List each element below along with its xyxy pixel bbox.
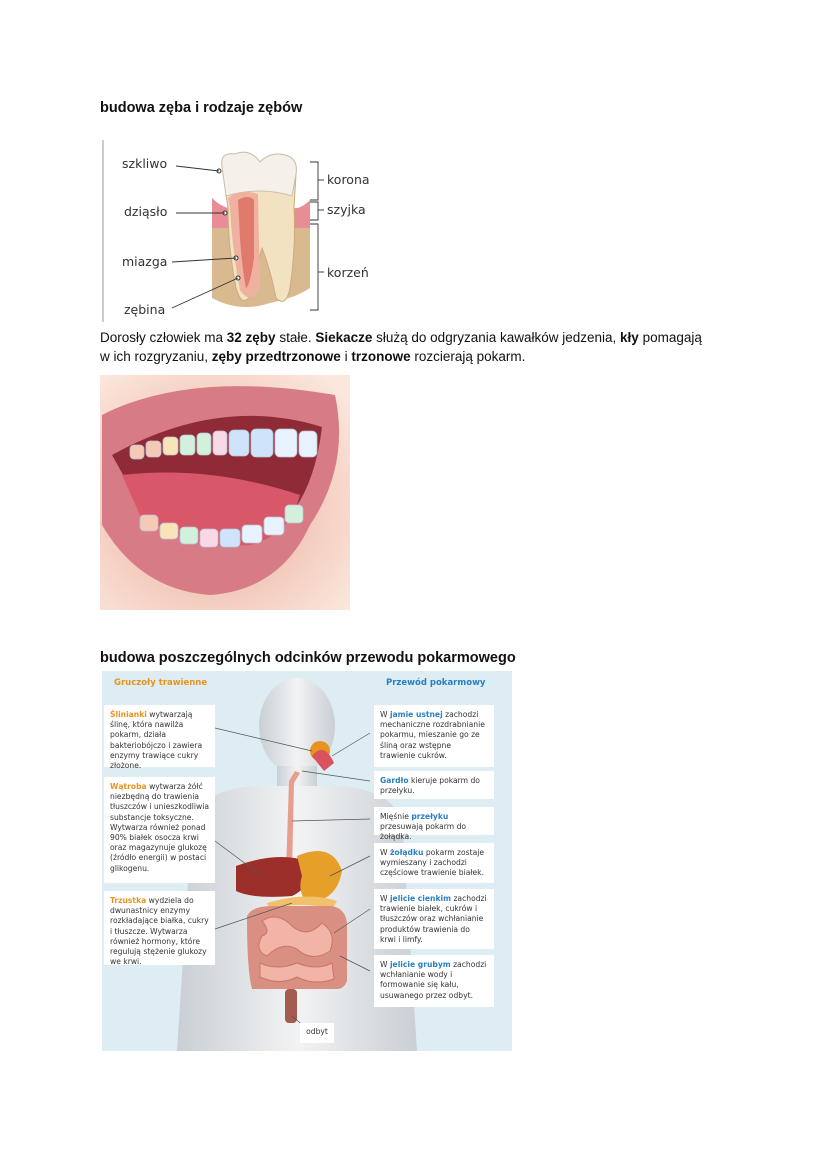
- info-box-salivary-glands: Ślinianki wytwarzają ślinę, która nawilża pokarm, działa bakteriobójczo i zawiera enzymy trawiące cukry złożone.: [104, 705, 215, 767]
- paragraph-line-1: Dorosły człowiek ma 32 zęby stałe. Siekacze służą do odgryzania kawałków jedzenia, kły pomagają: [100, 330, 702, 345]
- info-box-liver: Wątroba wytwarza żółć niezbędną do trawienia tłuszczów i unieszkodliwia substancje toksyczne. Wytwarza również ponad 90% białek osocza krwi oraz magazynuje glukozę (źródło energii) w postaci glikogenu.: [104, 777, 215, 883]
- paragraph-line-2: w ich rozgryzaniu, zęby przedtrzonowe i trzonowe rozcierają pokarm.: [100, 349, 526, 364]
- section-heading-tooth: budowa zęba i rodzaje zębów: [100, 100, 303, 116]
- digestive-system-diagram: [102, 671, 512, 1051]
- info-box-pancreas: Trzustka wydziela do dwunastnicy enzymy rozkładające białka, cukry i tłuszcze. Wytwarza również hormony, które regulują stężenie glukozy we krwi.: [104, 891, 215, 965]
- section-heading-digestive: budowa poszczególnych odcinków przewodu pokarmowego: [100, 650, 516, 666]
- info-box-small-intestine: W jelicie cienkim zachodzi trawienie białek, cukrów i tłuszczów oraz wchłanianie produktów trawienia do krwi i limfy.: [374, 889, 494, 949]
- label-szyjka: szyjka: [327, 202, 366, 217]
- label-korona: korona: [327, 172, 370, 187]
- label-miazga: miazga: [122, 254, 168, 269]
- tract-column-title: Przewód pokarmowy: [386, 678, 486, 688]
- glands-column-title: Gruczoły trawienne: [114, 678, 208, 688]
- info-box-stomach: W żołądku pokarm zostaje wymieszany i zachodzi częściowe trawienie białek.: [374, 843, 494, 883]
- info-box-esophagus: Mięśnie przełyku przesuwają pokarm do żołądka.: [374, 807, 494, 835]
- teeth-paragraph: [100, 328, 740, 366]
- open-mouth-teeth-illustration: [100, 375, 350, 610]
- info-box-oral-cavity: W jamie ustnej zachodzi mechaniczne rozdrabnianie pokarmu, mieszanie go ze śliną oraz wstępne trawienie cukrów.: [374, 705, 494, 767]
- label-anus: odbyt: [300, 1023, 334, 1043]
- info-box-large-intestine: W jelicie grubym zachodzi wchłanianie wody i formowanie się kału, usuwanego przez odbyt.: [374, 955, 494, 1007]
- label-zebina: zębina: [124, 302, 166, 317]
- label-korzen: korzeń: [327, 265, 369, 280]
- tooth-diagram: [100, 138, 390, 324]
- label-dziaslo: dziąsło: [124, 204, 168, 219]
- mouth-illustration: [100, 375, 350, 610]
- label-szkliwo: szkliwo: [122, 156, 168, 171]
- info-box-pharynx: Gardło kieruje pokarm do przełyku.: [374, 771, 494, 799]
